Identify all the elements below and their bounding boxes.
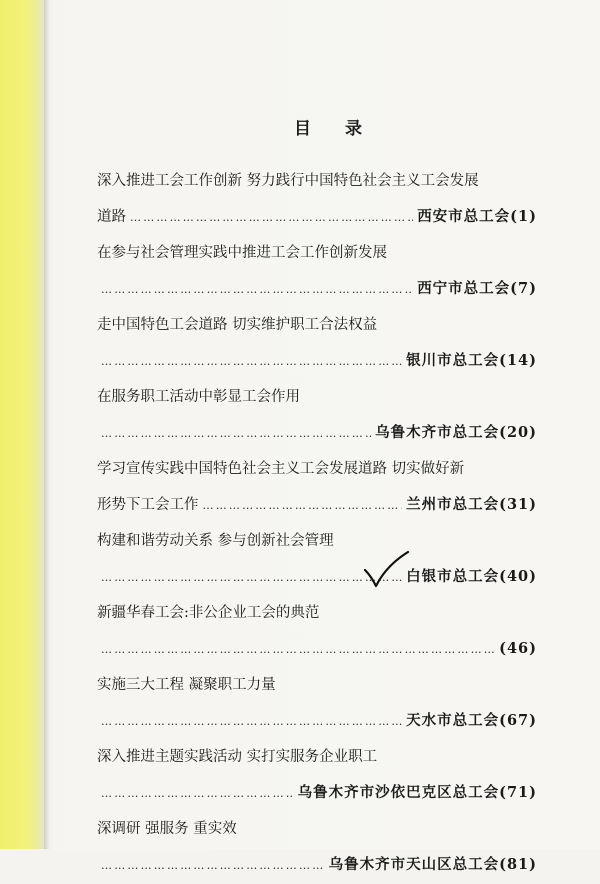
toc-entry-8-line-1: 实施三大工程 凝聚职工力量 xyxy=(97,677,276,693)
leader-dots xyxy=(101,704,402,740)
toc-entry-5-line-2: 形势下工会工作 …………………………………………………………………………………………………………… 兰州市总工会(31) xyxy=(97,487,537,523)
toc-entry-10-line-1: 深调研 强服务 重实效 xyxy=(97,821,237,837)
leader-dots xyxy=(101,344,402,380)
toc-entry-1-line-2: 道路 …………………………………………………………………………………………………………… 西安市总工会(1) xyxy=(97,199,537,235)
toc-entry-3-line-1: 走中国特色工会道路 切实维护职工合法权益 xyxy=(97,317,378,333)
toc-source: 乌鲁木齐市总工会(20) xyxy=(375,424,537,441)
leader-dots xyxy=(101,560,402,596)
leader-dots xyxy=(101,416,371,452)
toc-source: 西宁市总工会(7) xyxy=(417,280,537,297)
toc-source: (46) xyxy=(499,640,537,657)
toc-entry-4-line-2 xyxy=(97,415,537,451)
leader-dots xyxy=(101,272,413,308)
leader-dots xyxy=(101,632,495,668)
toc-entry-10-line-2 xyxy=(97,847,537,883)
toc-entry-4-line-1: 在服务职工活动中彰显工会作用 xyxy=(97,389,300,405)
toc-source: 天水市总工会(67) xyxy=(406,712,537,729)
toc-entry-2-line-1: 在参与社会管理实践中推进工会工作创新发展 xyxy=(97,245,387,261)
toc-entry-6-line-2 xyxy=(97,559,537,595)
leader-dots xyxy=(203,488,403,524)
leader-dots xyxy=(101,776,294,812)
toc-entry-7-line-1: 新疆华春工会:非公企业工会的典范 xyxy=(97,605,320,621)
leader-dots xyxy=(101,848,325,884)
toc-entry-3-line-2 xyxy=(97,343,537,379)
leader-dots xyxy=(130,200,413,236)
toc-entry-5-line-1: 学习宣传实践中国特色社会主义工会发展道路 切实做好新 xyxy=(97,461,465,477)
toc-entry-2-line-2 xyxy=(97,271,537,307)
toc-list xyxy=(97,163,537,883)
toc-source: 兰州市总工会(31) xyxy=(406,496,537,513)
handwritten-checkmark-icon xyxy=(362,550,410,590)
toc-entry-1-line-1: 深入推进工会工作创新 努力践行中国特色社会主义工会发展 xyxy=(97,173,479,189)
toc-source: 乌鲁木齐市沙依巴克区总工会(71) xyxy=(297,784,537,801)
toc-entry-8-line-2 xyxy=(97,703,537,739)
toc-entry-6-line-1: 构建和谐劳动关系 参与创新社会管理 xyxy=(97,533,334,549)
toc-source: 银川市总工会(14) xyxy=(406,352,537,369)
toc-entry-9-line-2 xyxy=(97,775,537,811)
toc-source: 白银市总工会(40) xyxy=(406,568,537,585)
toc-source: 西安市总工会(1) xyxy=(417,208,537,225)
toc-entry-9-line-1: 深入推进主题实践活动 实打实服务企业职工 xyxy=(97,749,378,765)
toc-source: 乌鲁木齐市天山区总工会(81) xyxy=(328,856,537,873)
toc-entry-7-line-2 xyxy=(97,631,537,667)
toc-title: 目 录 xyxy=(294,119,376,139)
